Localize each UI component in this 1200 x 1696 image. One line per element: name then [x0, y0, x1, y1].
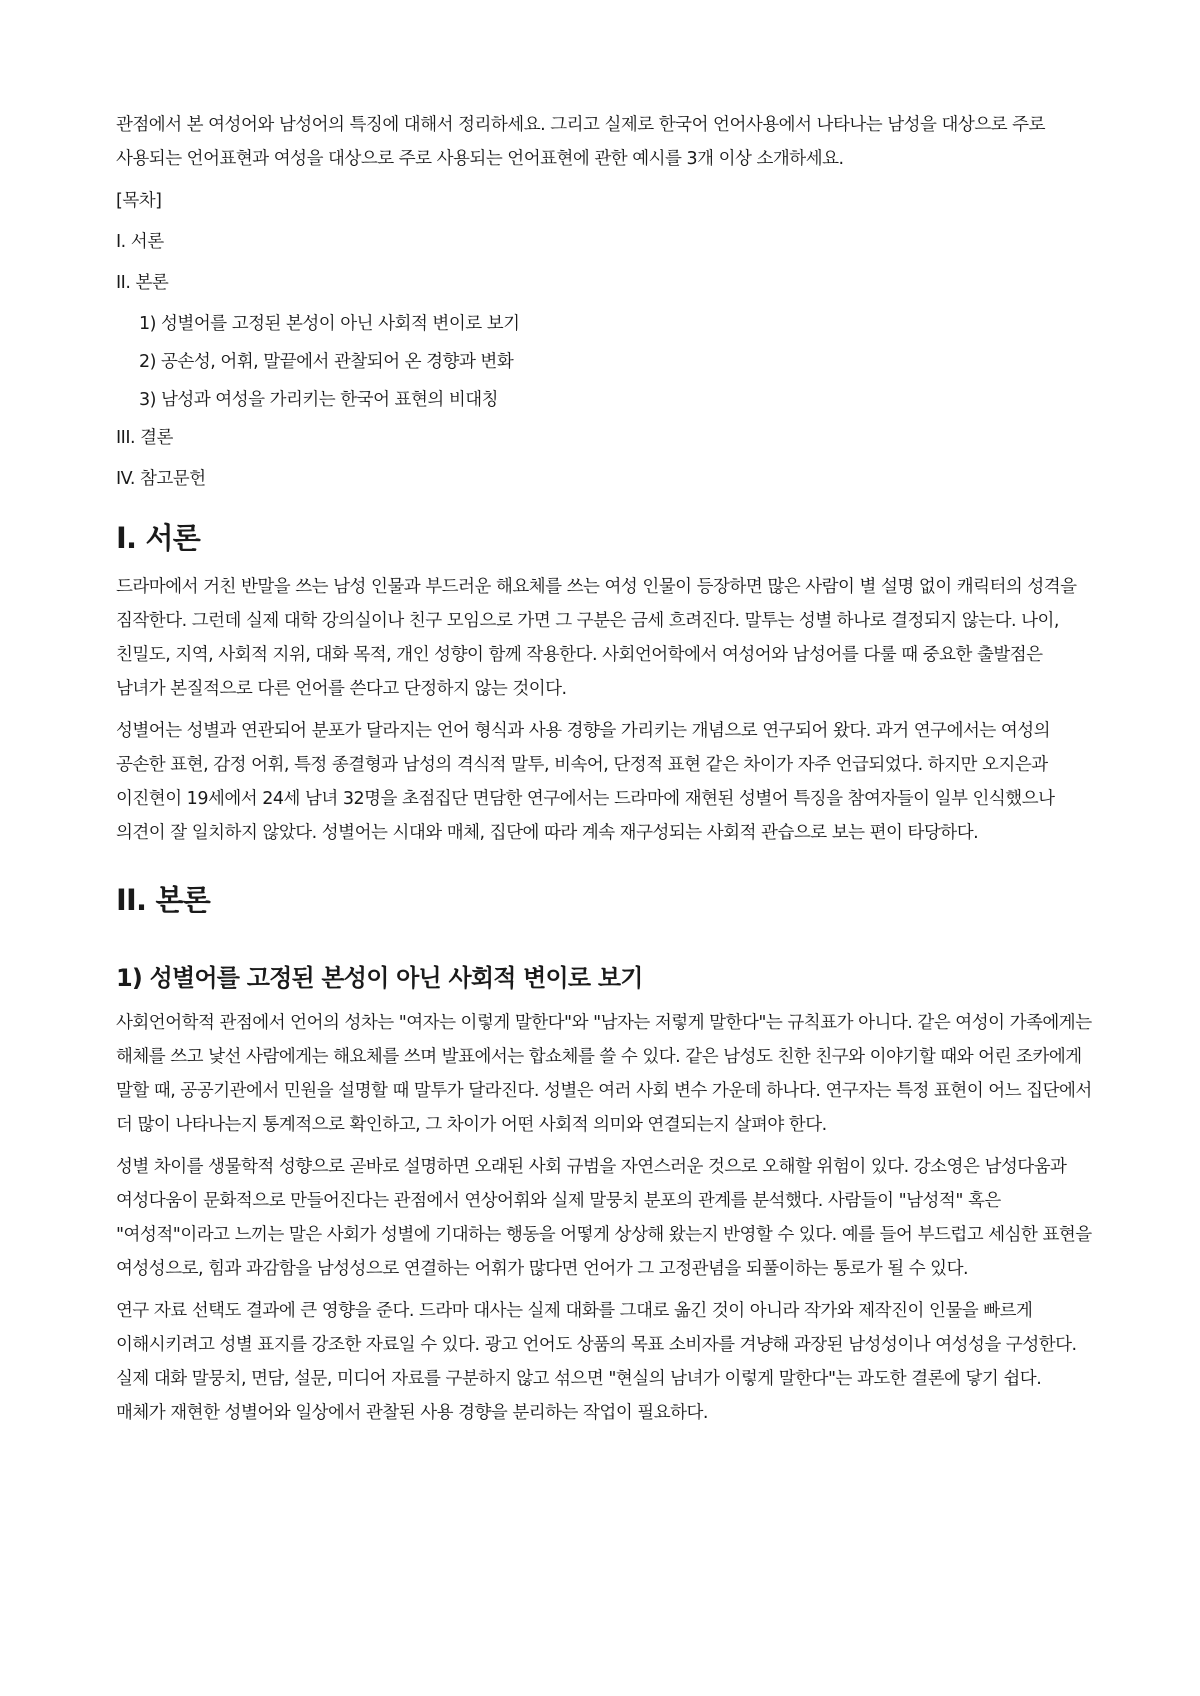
section-heading-body: II. 본론 [116, 883, 210, 917]
toc-item-body-1: 1) 성별어를 고정된 본성이 아닌 사회적 변이로 보기 [139, 314, 520, 334]
toc-item-intro: I. 서론 [116, 232, 164, 252]
intro-paragraph-1: 드라마에서 거친 반말을 쓰는 남성 인물과 부드러운 해요체를 쓰는 여성 인물이 등장하면 많은 사람이 별 설명 없이 캐릭터의 성격을 짐작한다. 그런데 실제 대학 강의실이나 친구 모임으로 가면 그 구분은 금세 흐려진다. 말투는 성별 하나로 결정되지 않는다. 나이, 친밀도, 지역, 사회적 지위, 대화 목적, 개인 성향이 함께 작용한다. 사회언어학에서 여성어와 남성어를 다룰 때 중요한 출발점은 남녀가 본질적으로 다른 언어를 쓴다고 단정하지 않는 것이다. [116, 577, 1077, 699]
toc-item-body-3: 3) 남성과 여성을 가리키는 한국어 표현의 비대칭 [139, 390, 499, 410]
table-of-contents [116, 225, 1092, 496]
toc-item-conclusion: III. 결론 [116, 428, 173, 448]
intro-paragraph-2: 성별어는 성별과 연관되어 분포가 달라지는 언어 형식과 사용 경향을 가리키는 개념으로 연구되어 왔다. 과거 연구에서는 여성의 공손한 표현, 감정 어휘, 특정 종결형과 남성의 격식적 말투, 비속어, 단정적 표현 같은 차이가 자주 언급되었다. 하지만 오지은과 이진현이 19세에서 24세 남녀 32명을 초점집단 면담한 연구에서는 드라마에 재현된 성별어 특징을 참여자들이 일부 인식했으나 의견이 잘 일치하지 않았다. 성별어는 시대와 매체, 집단에 따라 계속 재구성되는 사회적 관습으로 보는 편이 타당하다. [116, 721, 1055, 843]
toc-item-body-2: 2) 공손성, 어휘, 말끝에서 관찰되어 온 경향과 변화 [139, 352, 514, 372]
intro-paragraph: 관점에서 본 여성어와 남성어의 특징에 대해서 정리하세요. 그리고 실제로 한국어 언어사용에서 나타나는 남성을 대상으로 주로 사용되는 언어표현과 여성을 대상으로 주로 사용되는 언어표현에 관한 예시를 3개 이상 소개하세요. [116, 115, 1045, 169]
subsection-heading-1: 1) 성별어를 고정된 본성이 아닌 사회적 변이로 보기 [116, 964, 643, 992]
section-heading-intro: I. 서론 [116, 521, 200, 555]
toc-label: [목차] [116, 191, 162, 211]
body-paragraph-2: 성별 차이를 생물학적 성향으로 곧바로 설명하면 오래된 사회 규범을 자연스러운 것으로 오해할 위험이 있다. 강소영은 남성다움과 여성다움이 문화적으로 만들어진다는 관점에서 연상어휘와 실제 말뭉치 분포의 관계를 분석했다. 사람들이 "남성적" 혹은 "여성적"이라고 느끼는 말은 사회가 성별에 기대하는 행동을 어떻게 상상해 왔는지 반영할 수 있다. 예를 들어 부드럽고 세심한 표현을 여성성으로, 힘과 과감함을 남성성으로 연결하는 어휘가 많다면 언어가 그 고정관념을 되풀이하는 통로가 될 수 있다. [116, 1157, 1092, 1279]
body-paragraph-1: 사회언어학적 관점에서 언어의 성차는 "여자는 이렇게 말한다"와 "남자는 저렇게 말한다"는 규칙표가 아니다. 같은 여성이 가족에게는 해체를 쓰고 낯선 사람에게는 해요체를 쓰며 발표에서는 합쇼체를 쓸 수 있다. 같은 남성도 친한 친구와 이야기할 때와 어린 조카에게 말할 때, 공공기관에서 민원을 설명할 때 말투가 달라진다. 성별은 여러 사회 변수 가운데 하나다. 연구자는 특정 표현이 어느 집단에서 더 많이 나타나는지 통계적으로 확인하고, 그 차이가 어떤 사회적 의미와 연결되는지 살펴야 한다. [116, 1013, 1092, 1135]
toc-item-body: II. 본론 [116, 273, 169, 293]
body-paragraph-3: 연구 자료 선택도 결과에 큰 영향을 준다. 드라마 대사는 실제 대화를 그대로 옮긴 것이 아니라 작가와 제작진이 인물을 빠르게 이해시키려고 성별 표지를 강조한 자료일 수 있다. 광고 언어도 상품의 목표 소비자를 겨냥해 과장된 남성성이나 여성성을 구성한다. 실제 대화 말뭉치, 면담, 설문, 미디어 자료를 구분하지 않고 섞으면 "현실의 남녀가 이렇게 말한다"는 과도한 결론에 닿기 쉽다. 매체가 재현한 성별어와 일상에서 관찰된 사용 경향을 분리하는 작업이 필요하다. [116, 1301, 1077, 1423]
toc-item-references: IV. 참고문헌 [116, 469, 206, 489]
